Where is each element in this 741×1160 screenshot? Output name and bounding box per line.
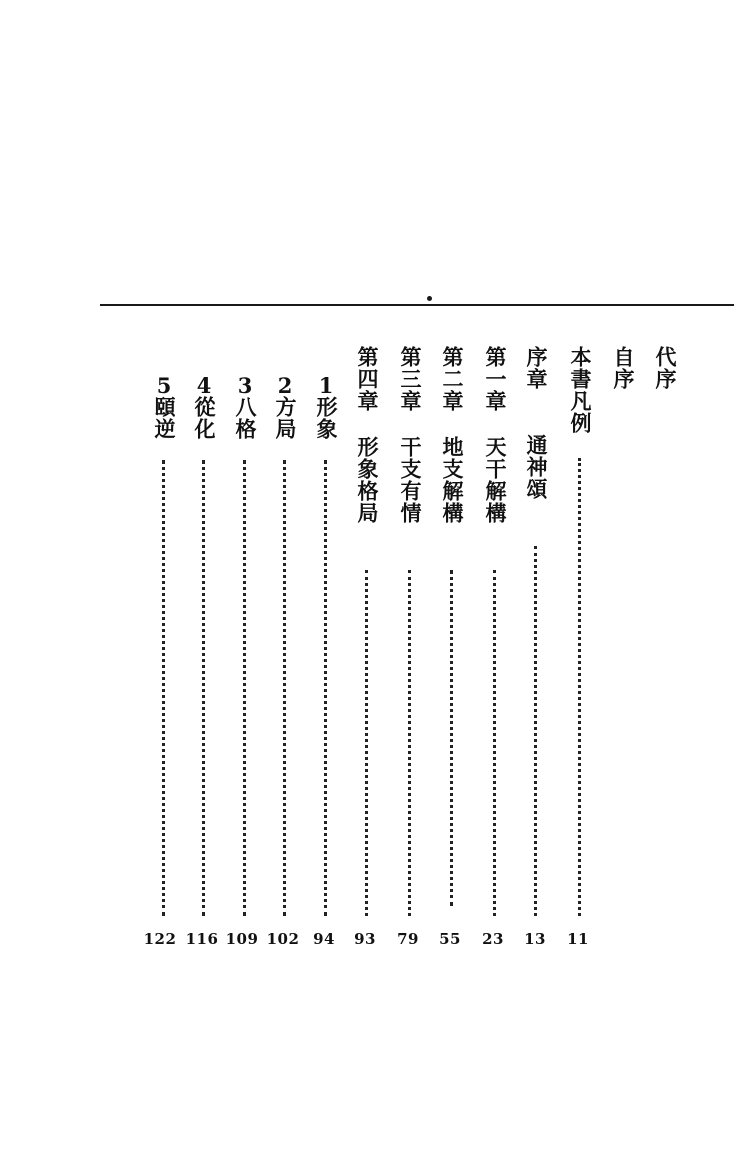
toc-subentry-title: 八格 bbox=[233, 396, 258, 440]
toc-entry-title: 自序 bbox=[611, 346, 636, 390]
toc-entry-label: 第三章 bbox=[398, 346, 423, 412]
toc-page-number: 13 bbox=[524, 930, 546, 948]
toc-entry-conventions[interactable] bbox=[567, 346, 593, 434]
toc-entry-title: 通神頌 bbox=[524, 434, 549, 500]
toc-page-number: 94 bbox=[313, 930, 335, 948]
toc-entry-title: 本書凡例 bbox=[568, 346, 593, 434]
toc-leader-dots bbox=[365, 570, 368, 916]
toc-subentry-3[interactable] bbox=[232, 373, 258, 440]
toc-subentry-number: 4 bbox=[196, 373, 212, 398]
toc-entry-title: 地支解構 bbox=[440, 436, 465, 524]
toc-subentry-5[interactable] bbox=[151, 373, 177, 440]
rule-dot bbox=[427, 296, 432, 301]
toc-entry-title: 干支有情 bbox=[398, 436, 423, 524]
toc-leader-dots bbox=[408, 570, 411, 916]
toc-leader-dots bbox=[324, 460, 327, 916]
toc-entry-title: 形象格局 bbox=[355, 436, 380, 524]
toc-page-number: 116 bbox=[185, 930, 219, 948]
toc-subentry-title: 頤逆 bbox=[152, 396, 177, 440]
toc-leader-dots bbox=[534, 546, 537, 916]
toc-entry-label: 第一章 bbox=[483, 346, 508, 412]
header-rule bbox=[100, 304, 734, 306]
toc-page-number: 102 bbox=[266, 930, 300, 948]
toc-leader-dots bbox=[450, 570, 453, 906]
toc-leader-dots bbox=[162, 460, 165, 916]
toc-page-number: 93 bbox=[354, 930, 376, 948]
toc-page-number: 55 bbox=[439, 930, 461, 948]
toc-entry-label: 第二章 bbox=[440, 346, 465, 412]
toc-subentry-4[interactable] bbox=[191, 373, 217, 440]
toc-subentry-1[interactable] bbox=[313, 373, 339, 440]
toc-entry-chapter-1[interactable] bbox=[482, 346, 508, 524]
toc-leader-dots bbox=[578, 458, 581, 916]
toc-leader-dots bbox=[202, 460, 205, 916]
toc-subentry-number: 1 bbox=[318, 373, 334, 398]
toc-entry-label: 第四章 bbox=[355, 346, 380, 412]
toc-entry-preface-by-other[interactable] bbox=[652, 346, 678, 390]
toc-entry-label: 序章 bbox=[524, 346, 549, 390]
toc-page-number: 11 bbox=[567, 930, 589, 948]
toc-entry-chapter-4[interactable] bbox=[354, 346, 380, 524]
toc-leader-dots bbox=[493, 570, 496, 916]
toc-subentry-title: 從化 bbox=[192, 396, 217, 440]
toc-leader-dots bbox=[243, 460, 246, 916]
toc-leader-dots bbox=[283, 460, 286, 916]
toc-entry-prologue[interactable] bbox=[523, 346, 549, 500]
toc-subentry-title: 形象 bbox=[314, 396, 339, 440]
toc-subentry-number: 2 bbox=[277, 373, 293, 398]
toc-page-number: 79 bbox=[397, 930, 419, 948]
toc-entry-title: 天干解構 bbox=[483, 436, 508, 524]
toc-subentry-number: 3 bbox=[237, 373, 253, 398]
toc-entry-title: 代序 bbox=[653, 346, 678, 390]
toc-entry-chapter-3[interactable] bbox=[397, 346, 423, 524]
toc-entry-chapter-2[interactable] bbox=[439, 346, 465, 524]
toc-subentry-number: 5 bbox=[156, 373, 172, 398]
toc-subentry-2[interactable] bbox=[272, 373, 298, 440]
toc-page-number: 122 bbox=[143, 930, 177, 948]
toc-entry-author-preface[interactable] bbox=[610, 346, 636, 390]
toc-subentry-title: 方局 bbox=[273, 396, 298, 440]
toc-page-number: 23 bbox=[482, 930, 504, 948]
toc-page-number: 109 bbox=[225, 930, 259, 948]
